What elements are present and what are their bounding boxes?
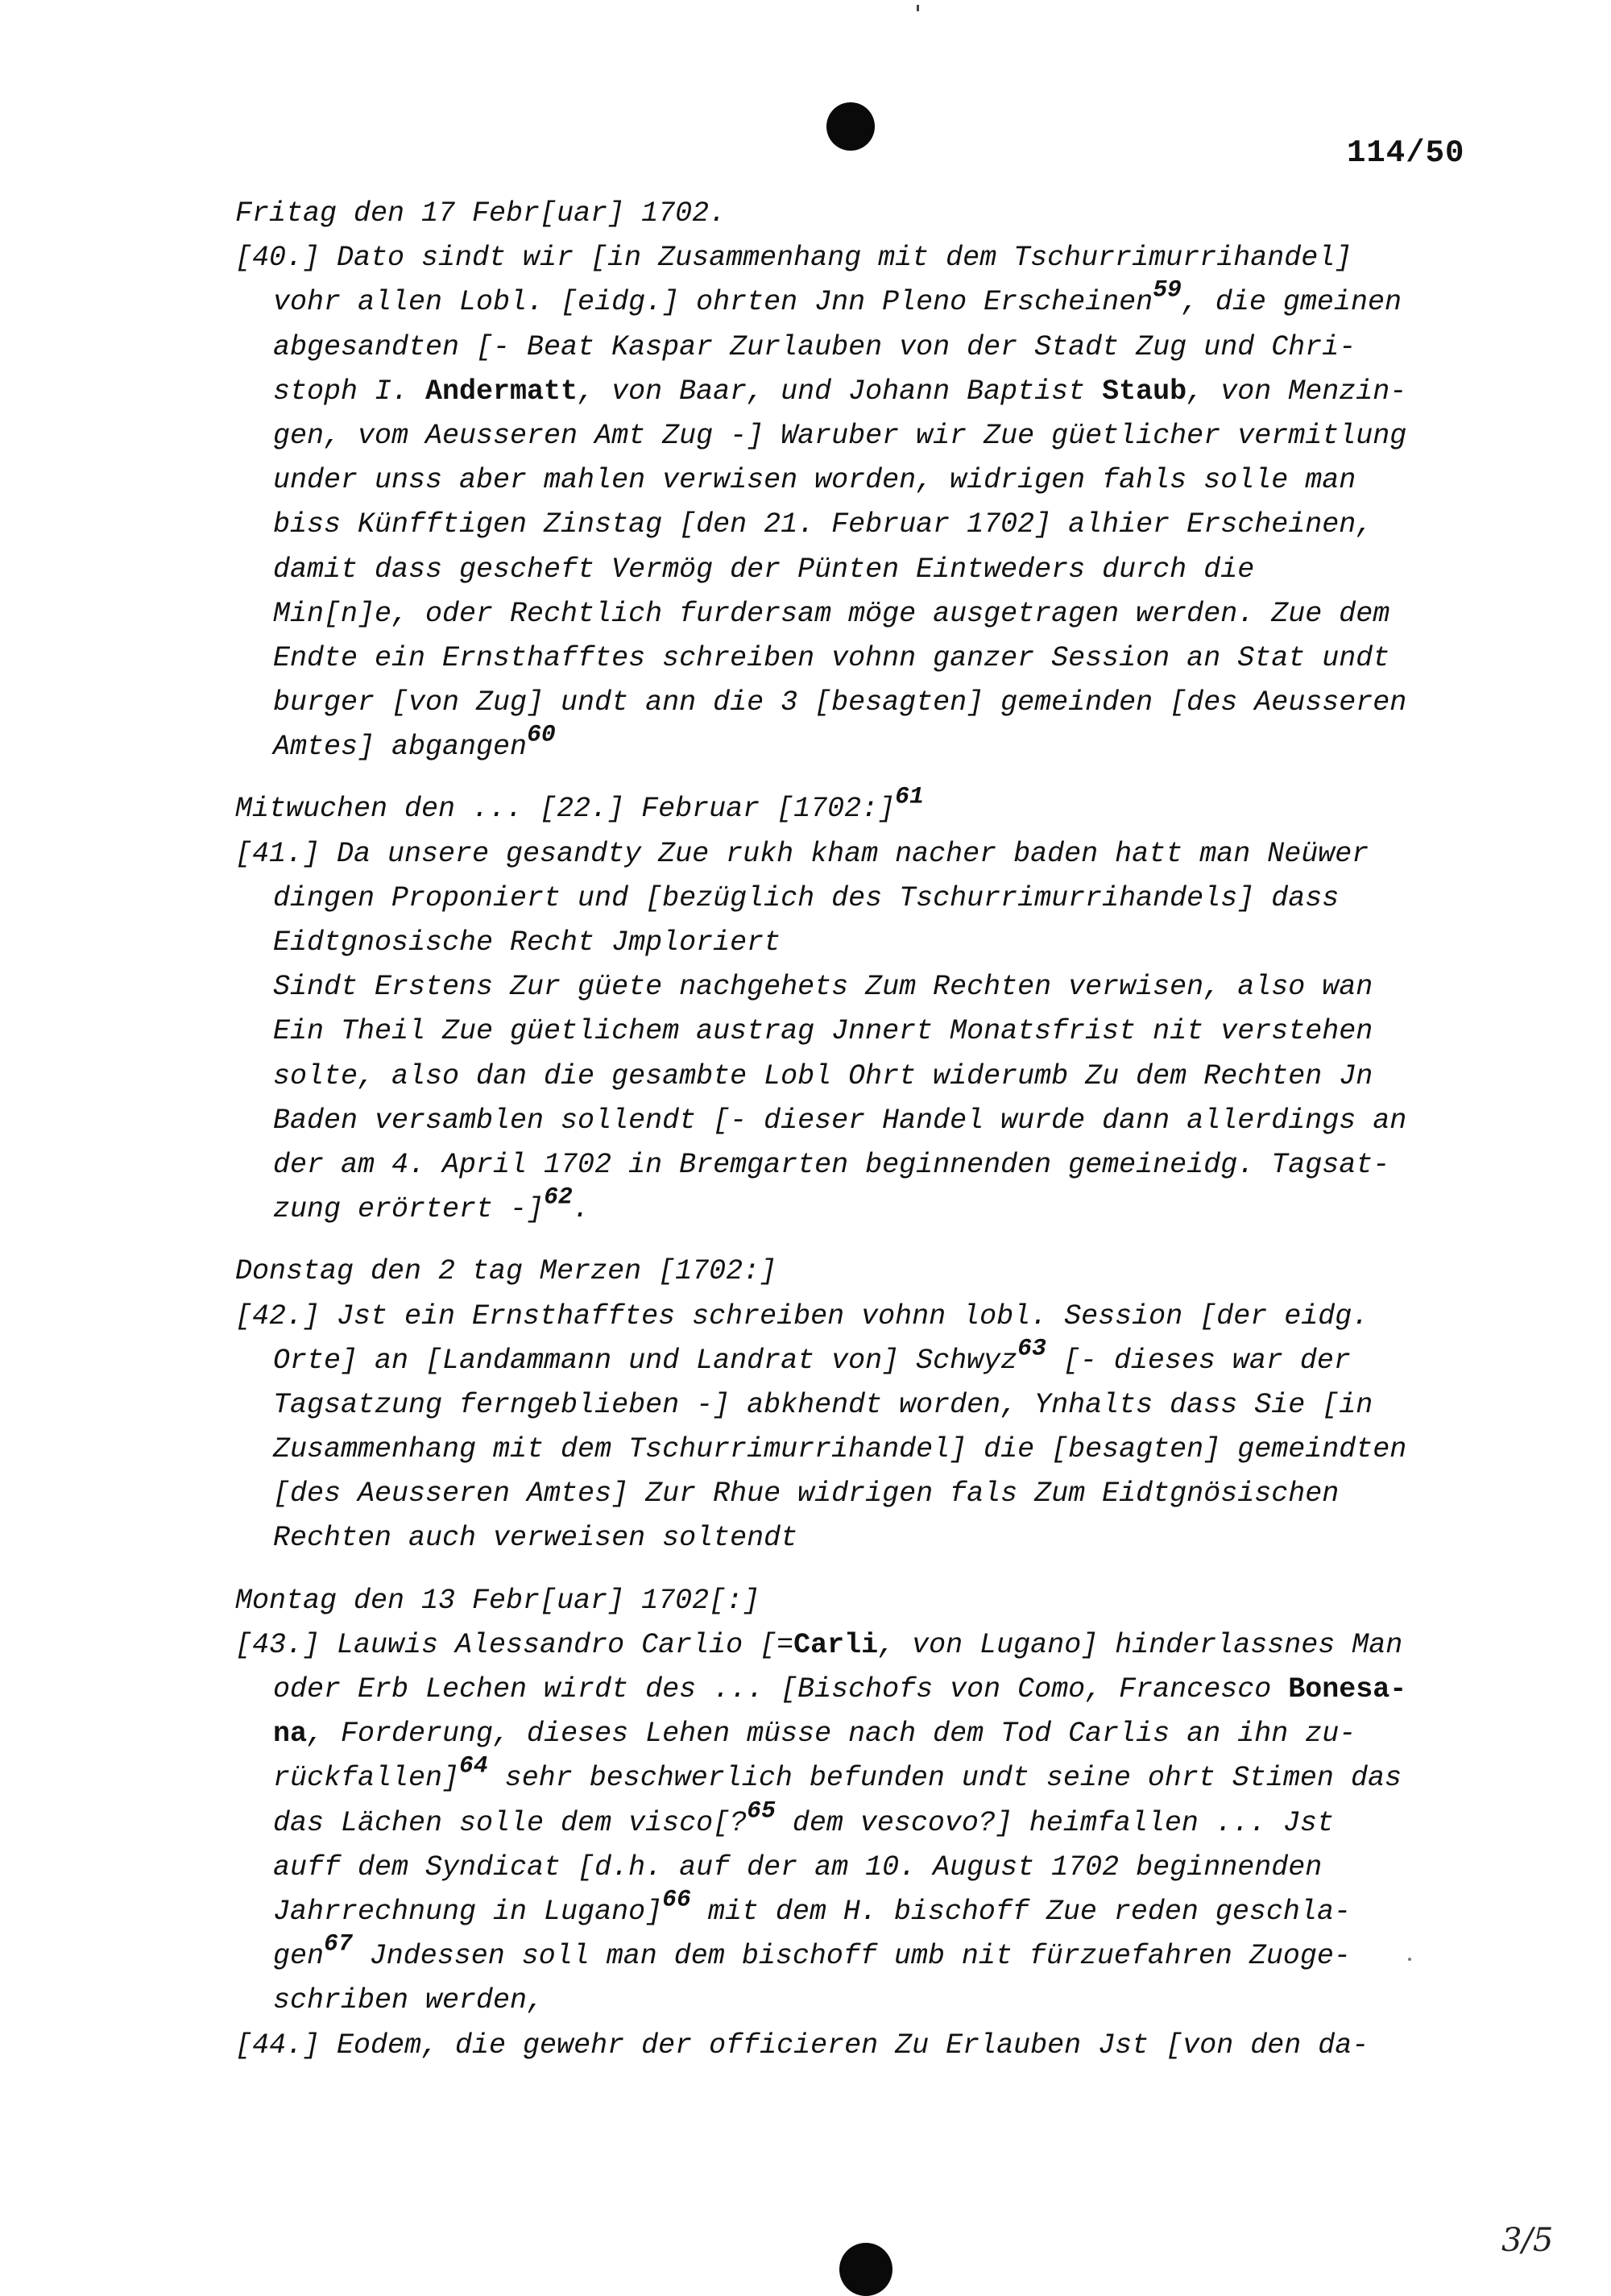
text-line (235, 1099, 1468, 1143)
line-text: [44.] Eodem, die gewehr der officieren Zu Erlauben Jst [von den da- (235, 2029, 1369, 2062)
footnote-ref: 65 (747, 1797, 776, 1825)
footnote-ref: 62 (544, 1183, 573, 1211)
text-line (235, 1183, 1468, 1232)
line-text: schriben werden, (273, 1984, 545, 2017)
text-line (235, 548, 1468, 592)
footnote-ref: 66 (662, 1885, 691, 1913)
paragraph-gap (235, 1561, 1468, 1579)
entry-line (235, 1295, 1468, 1339)
line-text: rückfallen] (273, 1762, 460, 1795)
text-line (235, 681, 1468, 725)
date-heading (235, 783, 1468, 831)
page-number: 114/50 (1347, 135, 1465, 171)
line-text: Mitwuchen den ... [22.] Februar [1702:] (235, 793, 896, 826)
entry-line (235, 832, 1468, 877)
line-text: , von Menzin- (1187, 375, 1407, 408)
line-text: solte, also dan die gesambte Lobl Ohrt widerumb Zu dem Rechten Jn (273, 1059, 1373, 1092)
line-text: abgesandten [- Beat Kaspar Zurlauben von der Stadt Zug und Chri- (273, 330, 1356, 363)
line-text: Fritag den 17 Febr[uar] 1702. (235, 197, 727, 230)
line-text: dingen Proponiert und [bezüglich des Tschurrimurrihandels] dass (273, 881, 1340, 914)
punch-hole-top (826, 102, 875, 151)
text-line (235, 503, 1468, 547)
bold-name: Carli (793, 1628, 879, 1661)
line-text: stoph I. (273, 375, 426, 408)
paragraph-gap (235, 1232, 1468, 1250)
line-text: vohr allen Lobl. [eidg.] ohrten Jnn Pleno Erscheinen (273, 286, 1153, 319)
line-text: oder Erb Lechen wirdt des ... [Bischofs von Como, Francesco (273, 1673, 1289, 1705)
text-line (235, 1752, 1468, 1801)
text-line (235, 592, 1468, 636)
line-text: . (572, 1193, 590, 1226)
line-text: Amtes] abgangen (273, 731, 528, 764)
line-text: mit dem H. bischoff Zue reden geschla- (690, 1895, 1351, 1928)
line-text: [des Aeusseren Amtes] Zur Rhue widrigen fals Zum Eidtgnösischen (273, 1477, 1340, 1511)
bold-name: Staub (1102, 375, 1187, 408)
line-text: Tagsatzung ferngeblieben -] abkhendt worden, Ynhalts dass Sie [in (273, 1388, 1373, 1421)
text-line (235, 458, 1468, 503)
footnote-ref: 59 (1153, 276, 1182, 305)
text-line (235, 1979, 1468, 2023)
line-text: damit dass gescheft Vermög der Pünten Eintweders durch die (273, 553, 1255, 586)
entry-line (235, 236, 1468, 280)
text-line (235, 370, 1468, 414)
text-line (235, 1055, 1468, 1099)
line-text: Zusammenhang mit dem Tschurrimurrihandel] die [besagten] gemeindten (273, 1433, 1407, 1466)
date-heading (235, 1250, 1468, 1294)
line-text: gen, vom Aeusseren Amt Zug -] Waruber wir Zue güetlicher vermitlung (273, 419, 1407, 452)
line-text: Eidtgnosische Recht Jmploriert (273, 926, 781, 959)
text-line (235, 1929, 1468, 1979)
entry-line (235, 1623, 1468, 1668)
line-text: [43.] Lauwis Alessandro Carlio [= (235, 1628, 794, 1661)
line-text: der am 4. April 1702 in Bremgarten beginnenden gemeineidg. Tagsat- (273, 1148, 1390, 1181)
text-line (235, 1668, 1468, 1712)
line-text: burger [von Zug] undt ann die 3 [besagten] gemeinden [des Aeusseren (273, 686, 1407, 719)
line-text: Jahrrechnung in Lugano] (273, 1895, 663, 1928)
text-line (235, 1472, 1468, 1516)
scan-speck (1408, 1958, 1411, 1961)
line-text: Montag den 13 Febr[uar] 1702[:] (235, 1584, 760, 1617)
text-line (235, 720, 1468, 769)
footnote-ref: 64 (459, 1752, 488, 1780)
bold-name: Andermatt (425, 375, 578, 408)
line-text: Rechten auch verweisen soltendt (273, 1522, 798, 1555)
line-text: , von Baar, und Johann Baptist (578, 375, 1103, 408)
punch-hole-bottom (839, 2243, 892, 2296)
line-text: dem vescovo?] heimfallen ... Jst (775, 1806, 1334, 1839)
date-heading (235, 1579, 1468, 1623)
line-text: Endte ein Ernsthafftes schreiben vohnn ganzer Session an Stat undt (273, 641, 1390, 674)
text-line (235, 1797, 1468, 1846)
footnote-ref: 60 (527, 720, 556, 748)
text-line (235, 965, 1468, 1009)
line-text: biss Künfftigen Zinstag [den 21. Februar 1702] alhier Erscheinen, (273, 508, 1373, 541)
bold-name: Bonesa- (1288, 1673, 1407, 1705)
text-line (235, 1712, 1468, 1756)
line-text: Baden versamblen sollendt [- dieser Handel wurde dann allerdings an (273, 1104, 1407, 1137)
handwritten-signature: 3/5 (1501, 2222, 1554, 2259)
text-line (235, 1516, 1468, 1560)
line-text: , Forderung, dieses Lehen müsse nach dem Tod Carlis an ihn zu- (307, 1718, 1356, 1751)
paragraph-gap (235, 769, 1468, 787)
line-text: , von Lugano] hinderlassnes Man (878, 1628, 1403, 1661)
text-line (235, 276, 1468, 325)
text-line (235, 1334, 1468, 1383)
footnote-ref: 67 (324, 1929, 353, 1958)
footnote-ref: 63 (1017, 1334, 1046, 1362)
line-text: [42.] Jst ein Ernsthafftes schreiben vohnn lobl. Session [der eidg. (235, 1299, 1369, 1332)
entry-line (235, 2024, 1468, 2068)
text-line (235, 636, 1468, 681)
line-text: Min[n]e, oder Rechtlich furdersam möge ausgetragen werden. Zue dem (273, 597, 1390, 630)
text-line (235, 921, 1468, 965)
date-heading (235, 192, 1468, 236)
line-text: sehr beschwerlich befunden undt seine ohrt Stimen das (487, 1762, 1402, 1795)
line-text: gen (273, 1940, 325, 1973)
line-text: under unss aber mahlen verwisen worden, widrigen fahls solle man (273, 464, 1356, 497)
line-text: das Lächen solle dem visco[? (273, 1806, 748, 1839)
scan-mark (917, 5, 919, 11)
text-line (235, 1143, 1468, 1187)
text-line (235, 414, 1468, 458)
text-line (235, 1885, 1468, 1934)
text-line (235, 1846, 1468, 1890)
line-text: zung erörtert -] (273, 1193, 545, 1226)
text-line (235, 1428, 1468, 1472)
text-line (235, 325, 1468, 370)
line-text: Jndessen soll man dem bischoff umb nit fürzuefahren Zuoge- (352, 1940, 1351, 1973)
line-text: Ein Theil Zue güetlichem austrag Jnnert Monatsfrist nit verstehen (273, 1015, 1373, 1048)
line-text: Donstag den 2 tag Merzen [1702:] (235, 1255, 777, 1288)
footnote-ref: 61 (895, 783, 924, 811)
text-line (235, 1009, 1468, 1054)
line-text: , die gmeinen (1181, 286, 1402, 319)
bold-name: na (273, 1718, 308, 1751)
text-line (235, 1383, 1468, 1428)
line-text: [- dieses war der (1046, 1344, 1351, 1377)
line-text: [40.] Dato sindt wir [in Zusammenhang mit dem Tschurrimurrihandel] (235, 242, 1352, 275)
line-text: Sindt Erstens Zur güete nachgehets Zum Rechten verwisen, also wan (273, 971, 1373, 1004)
line-text: [41.] Da unsere gesandty Zue rukh kham nacher baden hatt man Neüwer (235, 837, 1369, 870)
line-text: auff dem Syndicat [d.h. auf der am 10. August 1702 beginnenden (273, 1850, 1323, 1884)
document-body (235, 192, 1468, 2068)
line-text: Orte] an [Landammann und Landrat von] Schwyz (273, 1344, 1018, 1377)
text-line (235, 877, 1468, 921)
